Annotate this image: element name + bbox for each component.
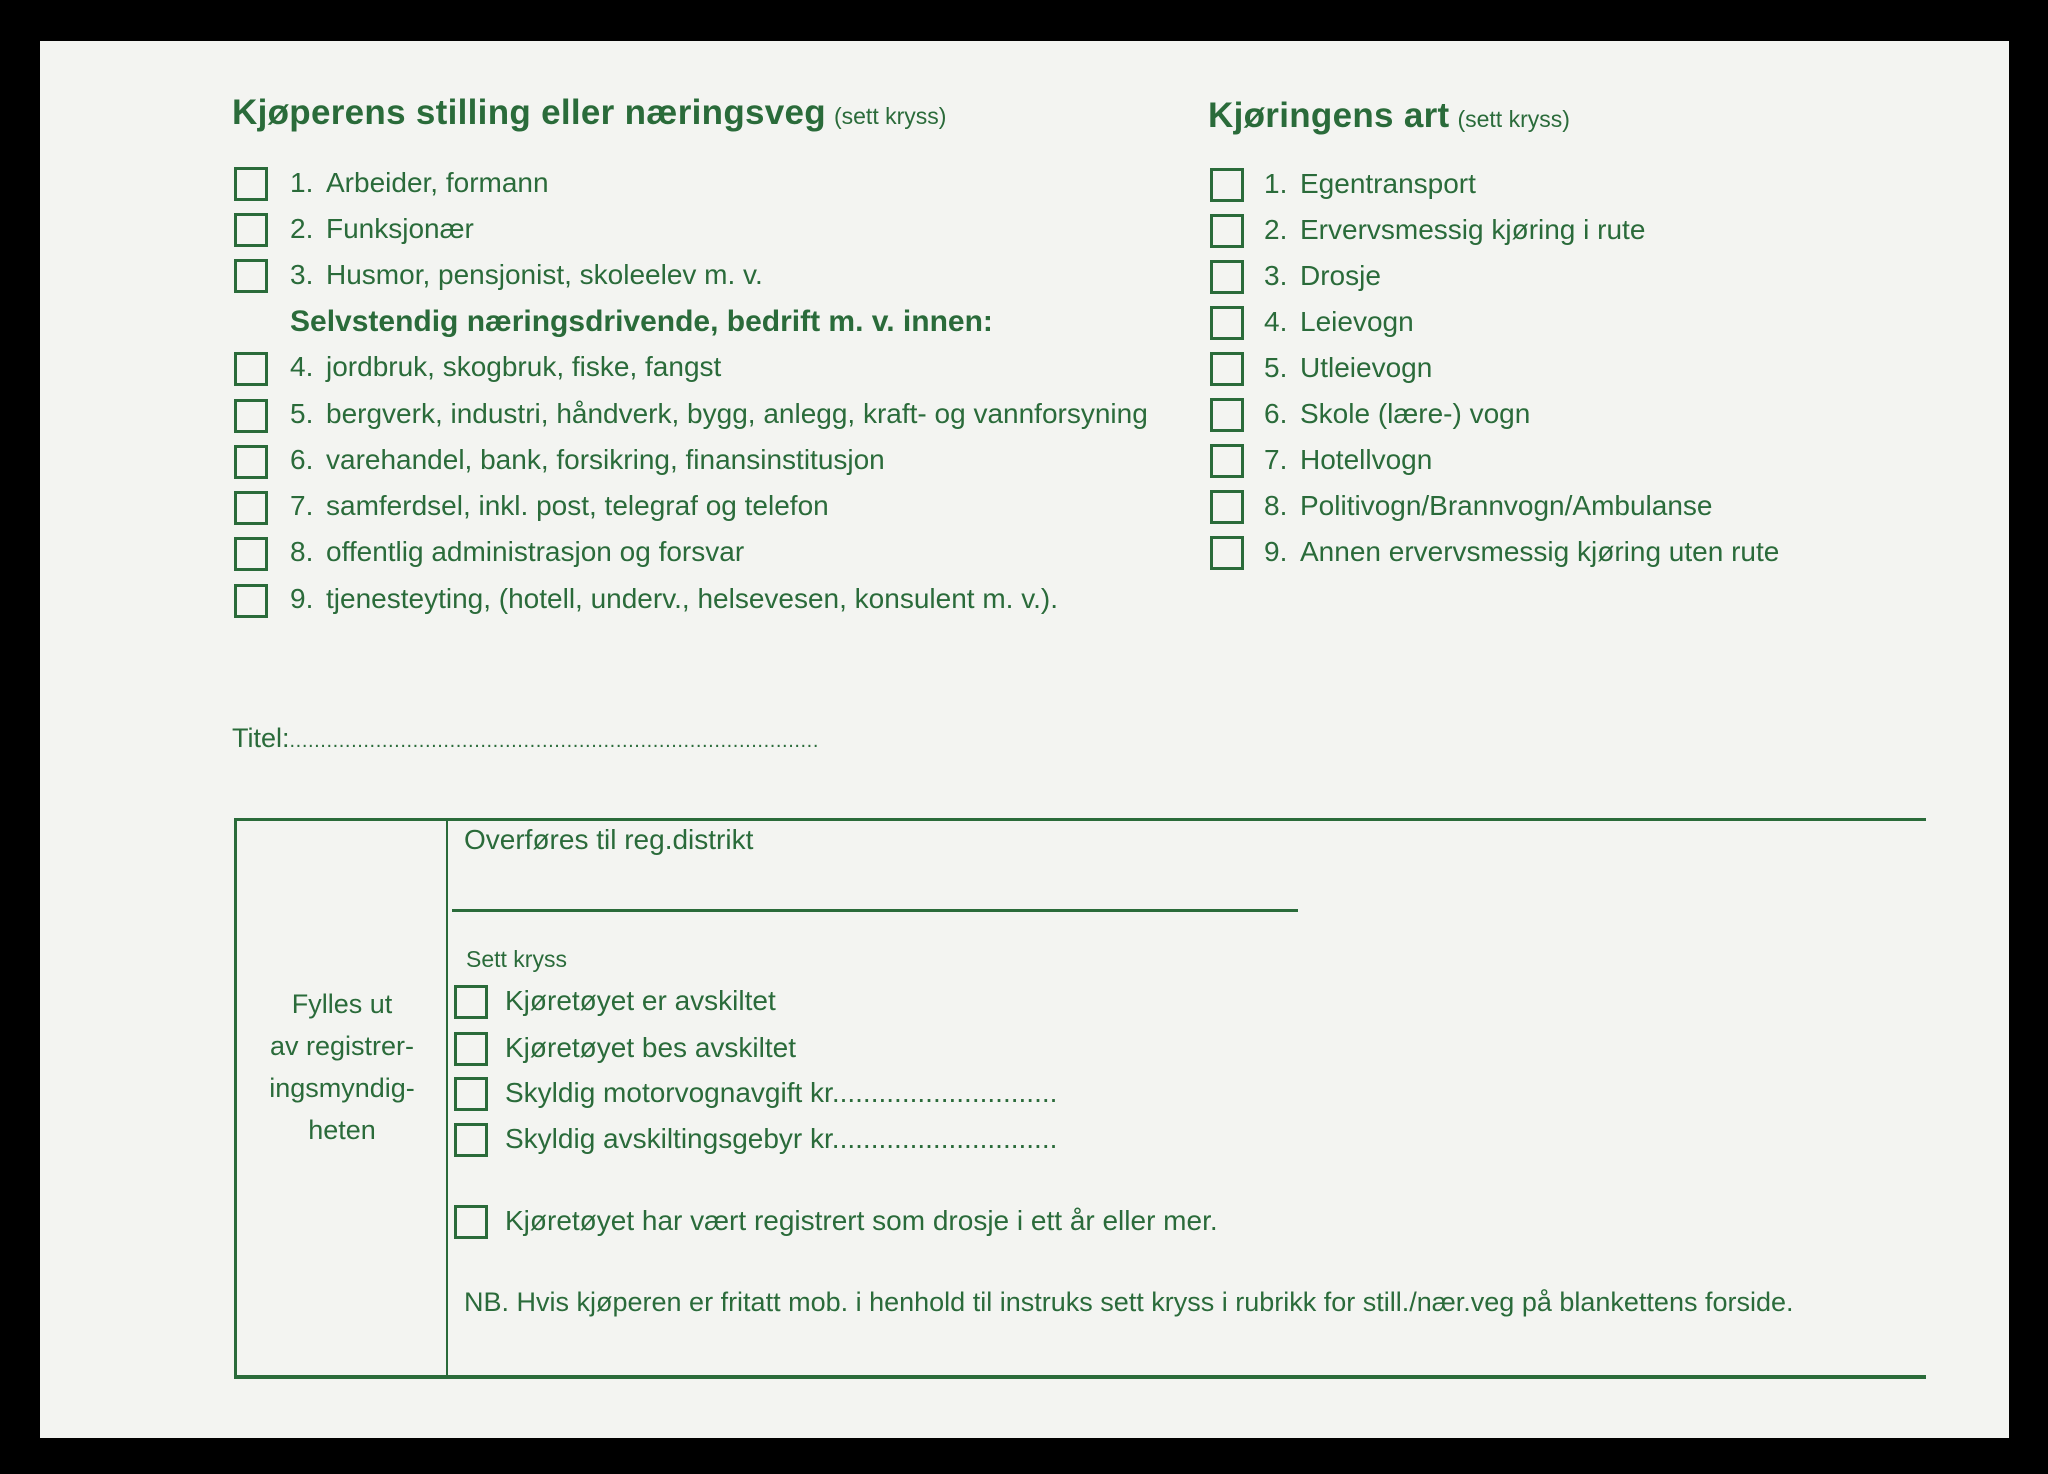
vehicle-tax-owed-label: Skyldig motorvognavgift kr............................. (505, 1077, 1058, 1108)
checkbox-driving-9[interactable] (1210, 536, 1244, 570)
driving-item-5 (1264, 352, 1432, 384)
item-label: Ervervsmessig kjøring i rute (1300, 214, 1646, 245)
deregister-requested-label: Kjøretøyet bes avskiltet (505, 1032, 796, 1063)
deregistration-fee-owed-label: Skyldig avskiltingsgebyr kr............................. (505, 1123, 1058, 1154)
occupation-item-6 (290, 444, 885, 476)
driving-item-6 (1264, 398, 1530, 430)
checkbox-occupation-5[interactable] (234, 399, 268, 433)
item-number: 9. (290, 583, 314, 614)
authority-label-line: av registrer- (269, 1031, 415, 1061)
item-number: 5. (1264, 352, 1288, 383)
box-bottom-border (234, 1375, 1926, 1379)
checkbox-occupation-8[interactable] (234, 537, 268, 571)
item-number: 4. (1264, 306, 1288, 337)
box-top-border (234, 818, 1926, 821)
checkbox-occupation-3[interactable] (234, 259, 268, 293)
driving-item-1 (1264, 168, 1476, 200)
item-label: tjenesteyting, (hotell, underv., helsevesen, konsulent m. v.). (326, 583, 1059, 614)
item-number: 3. (1264, 260, 1288, 291)
item-label: offentlig administrasjon og forsvar (326, 536, 745, 567)
left-heading-text: Kjøperens stilling eller næringsveg (232, 93, 826, 132)
item-label: Skole (lære-) vogn (1300, 398, 1531, 429)
checkbox-driving-7[interactable] (1210, 444, 1244, 478)
checkbox-driving-4[interactable] (1210, 306, 1244, 340)
nb-note: NB. Hvis kjøperen er fritatt mob. i henhold til instruks sett kryss i rubrikk for still./nær.veg på blankettens forside. (464, 1287, 1794, 1317)
item-number: 3. (290, 259, 314, 290)
authority-label-line: heten (308, 1115, 376, 1145)
occupation-item-4 (290, 351, 721, 383)
item-label: Utleievogn (1300, 352, 1433, 383)
item-number: 7. (290, 490, 314, 521)
authority-label-line: ingsmyndig- (269, 1073, 415, 1103)
item-number: 6. (290, 444, 314, 475)
checkbox-occupation-2[interactable] (234, 213, 268, 247)
checkbox-registered-as-taxi[interactable] (454, 1205, 488, 1239)
occupation-item-8 (290, 536, 744, 568)
item-label: Politivogn/Brannvogn/Ambulanse (1300, 490, 1713, 521)
item-label: Leievogn (1300, 306, 1414, 337)
item-label: Egentransport (1300, 168, 1476, 199)
occupation-item-9 (290, 583, 1058, 615)
right-heading-note: (sett kryss) (1457, 106, 1570, 132)
checkbox-deregistration-fee-owed[interactable] (454, 1123, 488, 1157)
authority-label-line: Fylles ut (291, 989, 393, 1019)
item-number: 2. (1264, 214, 1288, 245)
checkbox-driving-3[interactable] (1210, 260, 1244, 294)
item-label: jordbruk, skogbruk, fiske, fangst (326, 351, 722, 382)
item-number: 6. (1264, 398, 1288, 429)
item-number: 1. (290, 167, 314, 198)
item-number: 8. (1264, 490, 1288, 521)
right-heading-text: Kjøringens art (1208, 96, 1450, 135)
item-number: 5. (290, 398, 314, 429)
right-heading (1208, 96, 1570, 136)
item-label: Drosje (1300, 260, 1381, 291)
checkbox-deregistered[interactable] (454, 985, 488, 1019)
occupation-item-1 (290, 167, 549, 199)
occupation-item-2 (290, 213, 474, 245)
occupation-item-5 (290, 398, 1148, 430)
deregistered-label: Kjøretøyet er avskiltet (505, 985, 776, 1016)
title-field-dots: ...................................................................................... (289, 730, 819, 752)
item-number: 4. (290, 351, 314, 382)
checkbox-driving-6[interactable] (1210, 398, 1244, 432)
driving-item-3 (1264, 260, 1381, 292)
box-column-divider (446, 818, 448, 1379)
item-label: Hotellvogn (1300, 444, 1433, 475)
box-left-border (234, 818, 237, 1379)
item-label: Funksjonær (326, 213, 474, 244)
item-number: 1. (1264, 168, 1288, 199)
item-label: varehandel, bank, forsikring, finansinstitusjon (326, 444, 885, 475)
left-heading-note: (sett kryss) (833, 103, 947, 129)
item-label: Arbeider, formann (326, 167, 549, 198)
checkbox-driving-8[interactable] (1210, 490, 1244, 524)
driving-item-4 (1264, 306, 1414, 338)
driving-item-8 (1264, 490, 1712, 522)
form-sheet (40, 41, 2009, 1438)
title-field-label: Titel: (232, 723, 290, 753)
item-label: Husmor, pensjonist, skoleelev m. v. (326, 259, 763, 290)
driving-item-9 (1264, 536, 1779, 568)
transfer-district-line[interactable] (452, 909, 1298, 912)
registered-as-taxi-label: Kjøretøyet har vært registrert som drosje i ett år eller mer. (505, 1205, 1218, 1236)
self-employed-subheading: Selvstendig næringsdrivende, bedrift m. v. innen: (290, 305, 993, 338)
authority-label (240, 983, 444, 1151)
checkbox-deregister-requested[interactable] (454, 1032, 488, 1066)
item-number: 2. (290, 213, 314, 244)
checkbox-occupation-6[interactable] (234, 445, 268, 479)
checkbox-driving-1[interactable] (1210, 168, 1244, 202)
checkbox-vehicle-tax-owed[interactable] (454, 1077, 488, 1111)
item-label: samferdsel, inkl. post, telegraf og telefon (326, 490, 829, 521)
title-field[interactable] (232, 723, 819, 754)
item-label: Annen ervervsmessig kjøring uten rute (1300, 536, 1780, 567)
left-heading (232, 93, 946, 133)
check-note: Sett kryss (466, 946, 567, 972)
checkbox-occupation-7[interactable] (234, 491, 268, 525)
item-label: bergverk, industri, håndverk, bygg, anlegg, kraft- og vannforsyning (326, 398, 1148, 429)
driving-item-2 (1264, 214, 1645, 246)
checkbox-occupation-1[interactable] (234, 167, 268, 201)
occupation-item-3 (290, 259, 763, 291)
item-number: 7. (1264, 444, 1288, 475)
checkbox-occupation-9[interactable] (234, 584, 268, 618)
driving-item-7 (1264, 444, 1432, 476)
item-number: 8. (290, 536, 314, 567)
occupation-item-7 (290, 490, 829, 522)
transfer-label: Overføres til reg.distrikt (464, 824, 754, 855)
checkbox-occupation-4[interactable] (234, 352, 268, 386)
item-number: 9. (1264, 536, 1288, 567)
checkbox-driving-2[interactable] (1210, 214, 1244, 248)
checkbox-driving-5[interactable] (1210, 352, 1244, 386)
